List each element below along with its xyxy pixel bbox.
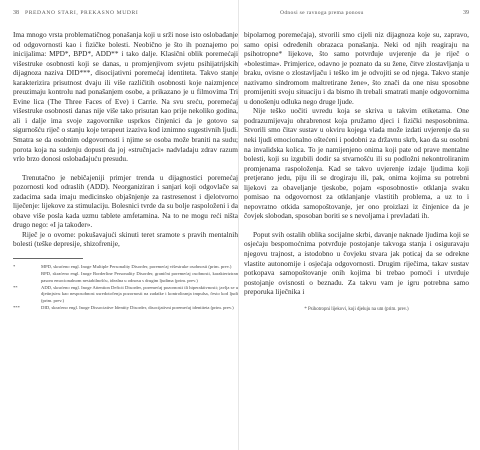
running-head — [13, 10, 238, 22]
right-page — [244, 10, 469, 440]
footnote-mark: * — [13, 264, 16, 270]
footnote — [13, 305, 238, 311]
footnote-rule — [13, 258, 83, 259]
footnote — [13, 264, 238, 270]
paragraph: Nije teško uočiti uvredu koja se skriva u takvim etiketama. One podrazumijevaju ohrabrenost koja pružamo djeci i fizički nesposobnima. Stvorili smo čitav sustav u okviru kojega vlada može izdati uvjerenje da su neki ljudi emocionalno oštećeni i podobni za državnu skrb, kao da su osobni na invalidska kolica. To je namijenjeno onima koji pate od prave mentalne bolesti, koji su izgubili dodir sa stvarnošću ili su podložni nekontroliranim promjenama raspoloženja. Kad se takvo uvjerenje izdaje ljudima koji pretjerano jedu, piju ili se drogiraju ili, pak, onima kojima su potrebni lijekovi za obaveljanje tjeskobe, pojam «sposobnosti» otklanja svaku pomisao na odgovornost za otklanjanje vlastitih problema, a uz to i nepovratno otkida samopoštovanje, jer ono proizlazi iz činjenice da je čovjek slobodan, sposoban boriti se s nevoljama i prevladati ih. — [244, 106, 469, 221]
footnote-text: BPD, skraćeno engl. Inoge Borderline Personality Disorder, granični poremećaj osobnosti, karakteriziran pasom emocionalnom nestabilnošću, idealna u odnosu s drugim ljudima (prim. prev.) — [41, 271, 238, 283]
body-text — [13, 30, 238, 249]
footnote-text: ADD, skraćeno engl. Inoge Attention Deficit Disorder, poremećaj pozornosti ili hiperaktivnosti; javlja se u djetinjstvu kao nesposobnost usredotočenja pozornosti na zadatke i kontroliranja impulsa, često kod ljudi (prim. prev.) — [41, 284, 238, 303]
left-page — [13, 10, 238, 440]
paragraph: bipolarnog poremećaja), stvorili smo cijeli niz dijagnoza koje su, zapravo, samo opisi određenih obrazaca ponašanja. Neki od njih reagiraju na psihotropne* lijekove, što samo potvrđuje uvjerenje da je riječ o «bolestima». Primjerice, odavno je poznato da su žene, čitve zlostavljanja u braku, ovisne o zlostavljaču i teško im je odvojiti se od njega. Takvo stanje nazivamo sindromom maltretirane žene», što znači da one nisu sposobne promijeniti svoju situaciju i da bismo ih trebali smatrati manje odgovornima u donošenju odluka nego druge ljude. — [244, 30, 469, 106]
running-title: PREDANO STARI, PREKASNO MUDRI — [25, 10, 139, 16]
footnote: * Psihotropni lijekovi, koji djeluju na um (prim. prev.) — [304, 306, 409, 312]
footnote-text: MPD, skraćeno engl. Inoge Multiple Personality Disorder, poremećaj višestruke osobnosti (prim. prev.) — [41, 264, 232, 270]
gutter — [238, 0, 239, 450]
page-number: 38 — [13, 10, 19, 16]
footnote — [13, 285, 238, 304]
footnote-mark: ** — [13, 284, 18, 290]
page-number: 39 — [463, 10, 469, 16]
running-head — [244, 10, 469, 22]
paragraph: Trenutačno je nebičajeniji primjer trenda u dijagnostici poremećaj pozornosti kod odraslih (ADD). Neorganiziran i sanjari koji odgovlače sa zadacima sada imaju medicinsko objašnjenje za rastresenost i djelotvorno liječenje: lijekove za stimulaciju. Bolesnici tvrde da su bolje raspoloženi i da obave više posla kada uzmu tablete amfetamina. Na to ne mogu reći ništa drugo nego: «I ja također». — [13, 172, 238, 230]
footnote-mark — [13, 271, 41, 284]
paragraph: Poput svih ostalih oblika socijalne skrbi, davanje naknade ljudima koji se osjećaju bespomoćnima potvrđuje postojanje takvoga stanja i osiguravaju njegovu trajnost, a istodobno u čovjeku stvara jak poticaj da se odrekne vlastite autonomije i osjećaja odgovornosti. Drugim riječima, takav sustav potkopava samopoštovanje onih kojima bi trebao pomoći i utvrđuje postojanje ovisnosti o beznađu. Za takvu vam je igru potrebna samo preporuka liječnika i — [244, 229, 469, 297]
paragraph: Ima mnogo vrsta problematičnog ponašanja koji u srži nose isto oslobađanje od odgovornosti kao i fizičke bolesti. Neobično je što ih poznajemo po inicijalima: MPD*, BPD*, ADD** i tako dalje. Klasični oblik poremećaji višestruke osobnosti koji se danas, u promjenjivom svjetu psihijatrijskih dijagnoza naziva DID***, disocijativni poremećaj identiteta. Takvo stanje karakterizira prisutnost dvaju ili više različitih osobnosti koje naizmjence preuzimaju kontrolu nad ponašanjem osobe, a prikazano je u filmovima Tri Evine lica (The Three Faces of Eve) i Carrie. Na svu sreću, poremećaj višestruke osobnosti danas nije više tako prisutan kao prije nekoliko godina, ali i dalje ima svoje zagovornike usprkos činjenici da je gotovo sa sigurnošću riječ o stanju koje terapeut izaziva kod iznimno sugestivnih ljudi. Smatra se da osobnim odgovornosti i njime se osoba može braniti na sudu; porota koja na sudenju dopusti da joj «stručnjaci» nadvladaju zdrav razum vrlo brzo donosi oslobađajuću presudu. — [13, 30, 238, 164]
footnote — [13, 271, 238, 284]
body-text — [244, 30, 469, 297]
footnote-mark: *** — [13, 304, 20, 310]
footnotes — [13, 264, 238, 311]
paragraph: Riječ je o ovome: pokušavajući skinuti teret sramote s pravih mentalnih bolesti (teške depresije, shizofrenije, — [13, 229, 238, 249]
footnote-text: DID, skraćeno engl. Inoge Dissociative Identity Disorder, disocijativni poremećaj identiteta (prim. prev.) — [41, 304, 234, 310]
running-title: Odnosi se ravnoga prema ponosu — [280, 10, 364, 16]
